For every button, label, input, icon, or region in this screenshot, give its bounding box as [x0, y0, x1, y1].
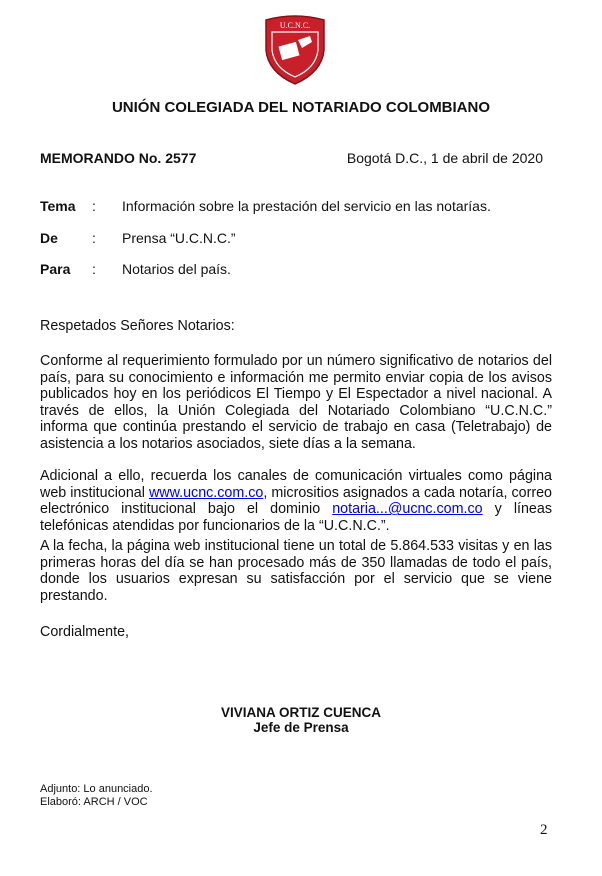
field-value: Prensa “U.C.N.C.”	[122, 230, 236, 246]
attached-note: Adjunto: Lo anunciado.	[40, 783, 153, 795]
paragraph-2	[40, 468, 552, 534]
field-label: Tema	[40, 198, 76, 214]
memo-number: MEMORANDO No. 2577	[40, 150, 197, 166]
website-link[interactable]: www.ucnc.com.co	[148, 484, 264, 501]
signature-name: VIVIANA ORTIZ CUENCA	[220, 705, 381, 720]
email-link[interactable]: notaria...@ucnc.com.co	[332, 501, 483, 518]
paragraph-1: Conforme al requerimiento formulado por un número significativo de notarios del país, para su conocimiento e información me permito enviar copia de los avisos publicados hoy en los periódicos El Tiempo y El Espectador a nivel nacional. A través de ellos, la Unión Colegiada del Notariado Colombiano “U.C.N.C.” informa que continúa prestando el servicio de trabajo en casa (Teletrabajo) de asistencia a los notarios asociados, siete días a la semana.	[40, 353, 552, 452]
paragraph-2-text: , micrositios asignados a cada notaría, correo electrónico institucional bajo el dominio	[40, 484, 552, 518]
ucnc-logo	[262, 14, 328, 86]
field-value: Notarios del país.	[122, 261, 231, 277]
field-separator: :	[92, 198, 96, 214]
greeting: Respetados Señores Notarios:	[40, 318, 235, 334]
field-label: De	[40, 230, 58, 246]
closing: Cordialmente,	[40, 624, 129, 640]
page-number: 2	[540, 822, 548, 838]
signature-role: Jefe de Prensa	[253, 720, 349, 735]
field-separator: :	[92, 261, 96, 277]
memo-date: Bogotá D.C., 1 de abril de 2020	[346, 150, 543, 166]
field-label: Para	[40, 261, 71, 277]
prepared-by: Elaboró: ARCH / VOC	[40, 796, 148, 808]
svg-text:U.C.N.C.: U.C.N.C.	[279, 21, 311, 30]
paragraph-2-text: y líneas telefónicas atendidas por funcionarios de la “U.C.N.C.”.	[40, 501, 552, 534]
paragraph-3: A la fecha, la página web institucional tiene un total de 5.864.533 visitas y en las primeras horas del día se han procesado más de 350 llamadas de todo el país, donde los usuarios expresan su satisfacción por el servicio que se viene prestando.	[40, 538, 552, 604]
paragraph-2-text: Adicional a ello, recuerda los canales de comunicación virtuales como página web institucional	[40, 468, 552, 501]
page-title: UNIÓN COLEGIADA DEL NOTARIADO COLOMBIANO	[111, 99, 491, 116]
field-value: Información sobre la prestación del servicio en las notarías.	[122, 198, 491, 214]
field-separator: :	[92, 230, 96, 246]
